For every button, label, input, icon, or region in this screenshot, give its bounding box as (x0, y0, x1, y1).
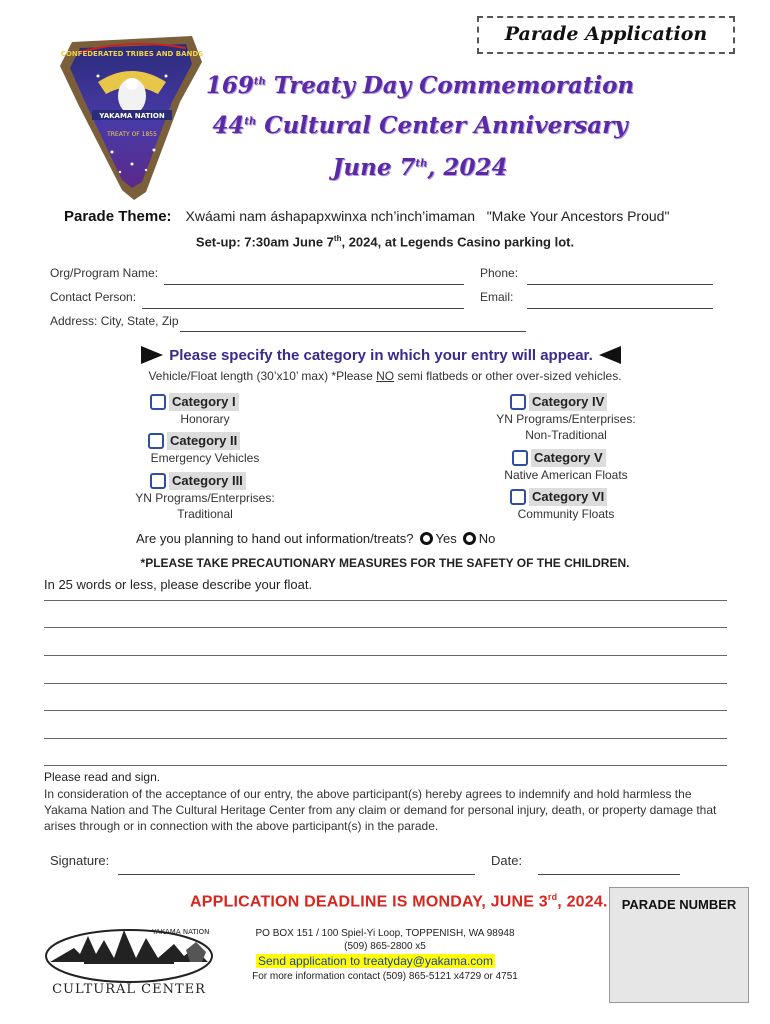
address-field[interactable] (180, 331, 526, 332)
category-1-desc: Honorary (180, 412, 230, 426)
parade-theme-native: Xwáami nam áshapapxwinxa nch’inch’imaman (185, 208, 476, 224)
email-label: Email: (480, 290, 514, 304)
description-line-6[interactable] (44, 738, 727, 739)
description-line-1[interactable] (44, 600, 727, 601)
parade-theme (64, 208, 669, 225)
category-6 (466, 488, 666, 522)
parade-theme-english: "Make Your Ancestors Proud" (486, 208, 670, 224)
svg-text:CULTURAL CENTER: CULTURAL CENTER (52, 982, 206, 997)
signature-field[interactable] (118, 874, 475, 875)
parade-theme-label: Parade Theme: (64, 208, 172, 225)
svg-text:YAKAMA NATION: YAKAMA NATION (152, 928, 210, 936)
category-3-desc-2: Traditional (177, 507, 233, 521)
svg-text:TREATY OF 1855: TREATY OF 1855 (107, 131, 157, 138)
category-6-desc: Community Floats (517, 507, 615, 521)
send-application-email[interactable]: Send application to treatyday@yakama.com (258, 954, 493, 968)
category-4-desc: YN Programs/Enterprises: (496, 412, 636, 426)
cultural-center-logo (44, 918, 214, 998)
category-2 (100, 432, 310, 466)
description-line-7[interactable] (44, 765, 727, 766)
treats-question-text: Are you planning to hand out information/treats? (136, 531, 414, 546)
event-title-line-1: 169th Treaty Day Commemoration (205, 72, 635, 99)
category-1-checkbox[interactable] (150, 394, 166, 410)
category-5-label: Category V (531, 449, 606, 467)
category-4-desc-2: Non-Traditional (525, 428, 607, 442)
category-heading: Please specify the category in which your entry will appear. (118, 344, 644, 366)
category-3-checkbox[interactable] (150, 473, 166, 489)
email-field[interactable] (527, 308, 713, 309)
description-line-2[interactable] (44, 627, 727, 628)
yes-radio[interactable] (420, 532, 433, 545)
date-field[interactable] (538, 874, 680, 875)
application-deadline: APPLICATION DEADLINE IS MONDAY, JUNE 3rd, 2024. (190, 892, 608, 911)
describe-float-label: In 25 words or less, please describe your float. (44, 577, 313, 592)
legal-text: In consideration of the acceptance of our entry, the above participant(s) hereby agrees to indemnify and hold harmless the Yakama Nation and The Cultural Heritage Center from any claim or demand for personal injury, death, or property damage that arises through or in connection with the above participant(s) in the parade. (44, 787, 717, 833)
mailing-address: PO BOX 151 / 100 Spiel-Yi Loop, TOPPENISH, WA 98948 (255, 928, 515, 939)
no-radio[interactable] (463, 532, 476, 545)
svg-text:YAKAMA NATION: YAKAMA NATION (99, 112, 165, 120)
address-label: Address: City, State, Zip (50, 314, 179, 328)
safety-caution: *PLEASE TAKE PRECAUTIONARY MEASURES FOR THE SAFETY OF THE CHILDREN. (140, 556, 630, 570)
parade-number-box: PARADE NUMBER (609, 887, 749, 1003)
category-4-checkbox[interactable] (510, 394, 526, 410)
event-title-line-2: 44th Cultural Center Anniversary (212, 112, 628, 139)
description-line-4[interactable] (44, 683, 727, 684)
category-3 (100, 472, 310, 522)
more-info-contact: For more information contact (509) 865-5121 x4729 or 4751 (252, 971, 518, 982)
description-line-3[interactable] (44, 655, 727, 656)
form-title-tag: Parade Application (477, 16, 735, 54)
category-5 (466, 449, 666, 483)
yakama-nation-seal-logo (58, 32, 206, 200)
category-3-desc: YN Programs/Enterprises: (135, 491, 275, 505)
arrow-left-icon (599, 346, 621, 364)
setup-info: Set-up: 7:30am June 7th, 2024, at Legends Casino parking lot. (195, 234, 575, 250)
legal-heading: Please read and sign. (44, 770, 161, 784)
yes-label: Yes (435, 531, 457, 546)
category-1 (100, 393, 310, 427)
category-2-label: Category II (167, 432, 240, 450)
category-6-label: Category VI (529, 488, 607, 506)
category-3-label: Category III (169, 472, 246, 490)
signature-label: Signature: (50, 853, 110, 868)
category-2-desc: Emergency Vehicles (150, 451, 260, 465)
svg-text:CONFEDERATED TRIBES AND BANDS: CONFEDERATED TRIBES AND BANDS (60, 50, 204, 58)
arrow-right-icon (141, 346, 163, 364)
description-line-5[interactable] (44, 710, 727, 711)
phone-field[interactable] (527, 284, 713, 285)
date-label: Date: (491, 853, 523, 868)
category-1-label: Category I (169, 393, 239, 411)
org-name-label: Org/Program Name: (50, 266, 159, 280)
phone-label: Phone: (480, 266, 519, 280)
no-label: No (478, 531, 496, 546)
event-date-line: June 7th, 2024 (332, 154, 508, 181)
category-5-checkbox[interactable] (512, 450, 528, 466)
category-2-checkbox[interactable] (148, 433, 164, 449)
category-6-checkbox[interactable] (510, 489, 526, 505)
contact-person-field[interactable] (142, 308, 464, 309)
contact-phone: (509) 865-2800 x5 (344, 941, 426, 952)
contact-person-label: Contact Person: (50, 290, 137, 304)
org-name-field[interactable] (164, 284, 464, 285)
category-4-label: Category IV (529, 393, 607, 411)
category-5-desc: Native American Floats (504, 468, 628, 482)
category-4 (466, 393, 666, 443)
treats-question (136, 531, 495, 546)
category-vehicle-note: Vehicle/Float length (30’x10’ max) *Please NO semi flatbeds or other over-sized vehicles. (148, 369, 622, 383)
